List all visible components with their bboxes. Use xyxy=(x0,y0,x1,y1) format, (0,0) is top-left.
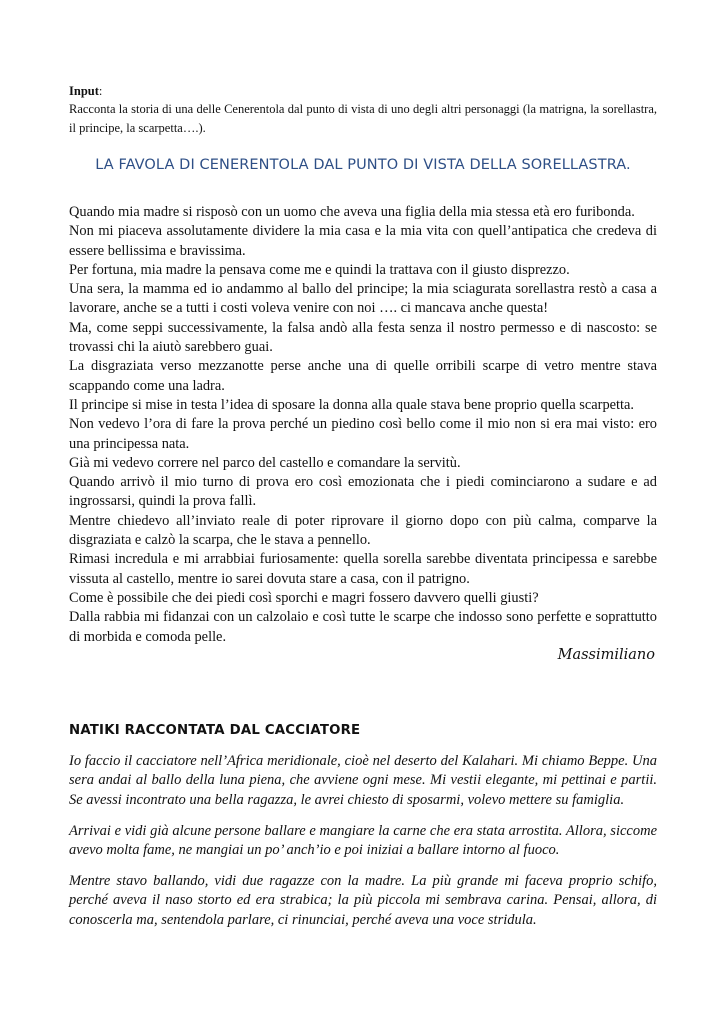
section-heading: NATIKI RACCONTATA DAL CACCIATORE xyxy=(69,722,361,738)
input-label-colon: : xyxy=(98,84,103,98)
story-paragraph: Ma, come seppi successivamente, la falsa andò alla festa senza il nostro permesso e di nascosto: se trovassi chi la aiutò sarebbero guai. xyxy=(69,319,657,356)
input-prompt: Racconta la storia di una delle Cenerentola dal punto di vista di uno degli altri personaggi (la matrigna, la sorellastra, il principe, la scarpetta….). xyxy=(69,102,657,135)
input-label-text: Input xyxy=(69,84,99,98)
story-paragraph: Non mi piaceva assolutamente dividere la mia casa e la mia vita con quell’antipatica che credeva di essere bellissima e bravissima. xyxy=(69,223,657,259)
story-paragraph: Mentre chiedevo all’inviato reale di poter riprovare il giorno dopo con più calma, comparve la disgraziata e calzò la scarpa, che le stava a pennello. xyxy=(69,512,657,549)
story-paragraph: Come è possibile che dei piedi così sporchi e magri fossero davvero quelli giusti? xyxy=(69,589,539,606)
story-paragraph: Dalla rabbia mi fidanzai con un calzolaio e così tutte le scarpe che indosso sono perfette e soprattutto di morbida e comoda pelle. xyxy=(69,609,657,645)
story-paragraph: Già mi vedevo correre nel parco del castello e comandare la servitù. xyxy=(69,454,461,471)
story-paragraph: Rimasi incredula e mi arrabbiai furiosamente: quella sorella sarebbe diventata principessa e sarebbe vissuta al castello, mentre io sarei dovuta stare a casa, con il patrigno. xyxy=(69,551,657,587)
input-label xyxy=(69,83,657,100)
section-body xyxy=(69,752,657,931)
story-paragraph: Quando mia madre si risposò con un uomo che aveva una figlia della mia stessa età ero furibonda. xyxy=(69,204,635,220)
author-signature: Massimiliano xyxy=(557,646,655,663)
story-paragraph: La disgraziata verso mezzanotte perse anche una di quelle orribili scarpe di vetro mentre stava scappando come una ladra. xyxy=(69,358,657,394)
story-paragraph: Quando arrivò il mio turno di prova ero così emozionata che i piedi cominciarono a sudare e ad ingrossarsi, quindi la prova fallì. xyxy=(69,474,657,510)
section-paragraph: Arrivai e vidi già alcune persone ballare e mangiare la carne che era stata arrostita. Allora, siccome avevo molta fame, ne mangiai un po’ anch’io e poi iniziai a ballare intorno al fuoco. xyxy=(69,822,657,859)
story-paragraph: Per fortuna, mia madre la pensava come me e quindi la trattava con il giusto disprezzo. xyxy=(69,261,570,278)
section-paragraph: Io faccio il cacciatore nell’Africa meridionale, cioè nel deserto del Kalahari. Mi chiamo Beppe. Una sera andai al ballo della luna piena, che avviene ogni mese. Mi vestii elegante, mi pettinai e partii. Se avessi incontrato una bella ragazza, le avrei chiesto di sposarmi, volevo mettere su famiglia. xyxy=(69,752,657,809)
story-paragraph: Il principe si mise in testa l’idea di sposare la donna alla quale stava bene proprio quella scarpetta. xyxy=(69,396,635,413)
story-paragraph: Non vedevo l’ora di fare la prova perché un piedino così bello come il mio non si era mai visto: ero una principessa nata. xyxy=(69,416,657,452)
story-paragraph: Una sera, la mamma ed io andammo al ballo del principe; la mia sciagurata sorellastra restò a casa a lavorare, anche se a tutti i costi voleva venire con noi …. ci mancava anche questa! xyxy=(69,281,657,317)
story-body xyxy=(69,203,657,647)
section-paragraph: Mentre stavo ballando, vidi due ragazze con la madre. La più grande mi faceva proprio schifo, perché aveva il naso storto ed era strabica; la più piccola mi sembrava carina. Pensai, allora, di conoscerla ma, sentendola parlare, ci rinunciai, perché aveva una voce stridula. xyxy=(69,872,657,928)
story-title: LA FAVOLA DI CENERENTOLA DAL PUNTO DI VISTA DELLA SORELLASTRA. xyxy=(95,157,631,173)
